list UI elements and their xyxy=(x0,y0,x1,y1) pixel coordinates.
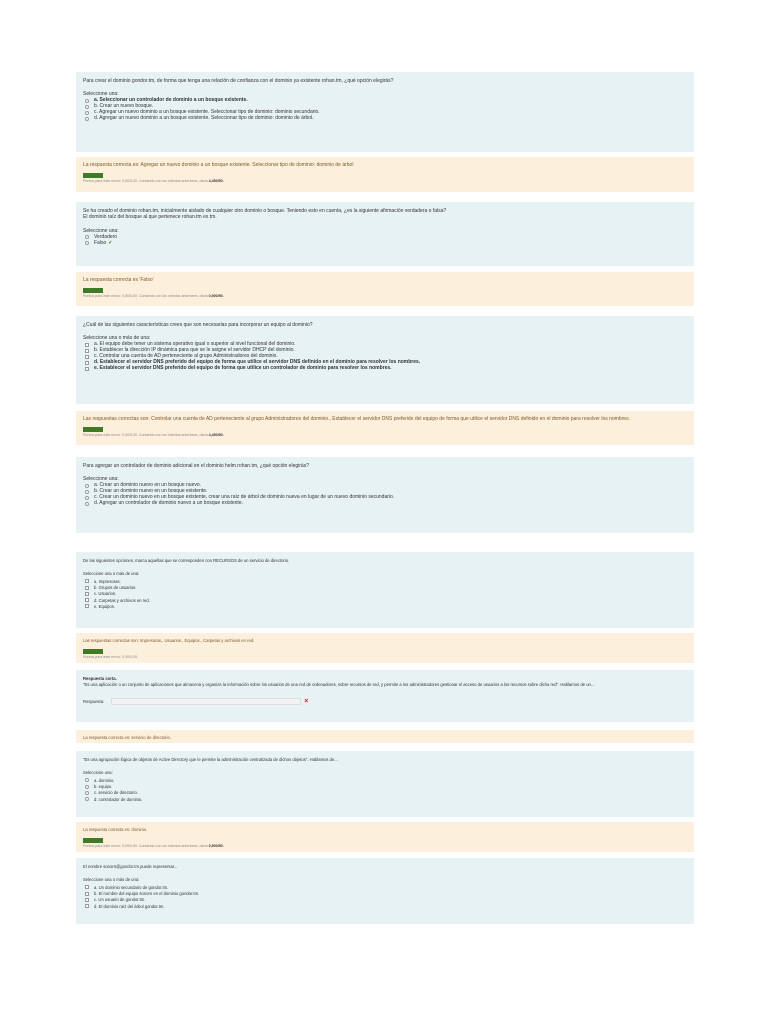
feedback-card xyxy=(76,730,694,743)
radio-icon[interactable] xyxy=(85,502,89,506)
answer-option[interactable] xyxy=(83,904,687,909)
question-prompt: Seleccione una: xyxy=(83,227,119,234)
answer-option[interactable] xyxy=(83,885,687,890)
question-prompt: Seleccione una o más de una: xyxy=(83,571,140,577)
radio-icon[interactable] xyxy=(85,99,89,103)
question-prompt: Seleccione una o más de una: xyxy=(83,335,151,342)
answer-option[interactable] xyxy=(83,790,687,795)
question-text: "Es una agrupación lógica de objetos de Active Directory que le permite la administración centralizada de dichos objetos". Hablamos de... xyxy=(83,757,338,762)
score-bar xyxy=(83,288,103,293)
answer-option-false[interactable] xyxy=(83,241,687,246)
option-label: d. Carpetas y archivos en red. xyxy=(94,597,150,603)
option-label: a. Crear un dominio nuevo en un bosque nuevo. xyxy=(94,482,202,489)
answer-option[interactable] xyxy=(83,579,687,584)
answer-option[interactable] xyxy=(83,897,687,902)
option-label: a. El equipo debe tener un sistema operativo igual o superior al nivel funcional del dominio. xyxy=(94,341,296,348)
option-label: e. Equipos. xyxy=(94,603,115,609)
question-card xyxy=(76,72,694,152)
checkbox-icon[interactable] xyxy=(85,892,89,896)
option-label: c. Un usuario de gondor.tm. xyxy=(94,897,146,903)
question-card xyxy=(76,552,694,628)
answer-option[interactable] xyxy=(83,501,687,506)
option-label: b. El nombre del equipo sonorn en el dominio gondor.tm. xyxy=(94,891,200,896)
option-label: c. Usuarios. xyxy=(94,591,117,597)
option-label: a. Impresoras. xyxy=(94,578,121,584)
answer-option[interactable] xyxy=(83,366,687,371)
question-title: Respuesta corta. xyxy=(83,676,117,681)
option-label: d. Agregar un nuevo dominio a un bosque existente. Seleccionar tipo de dominio: dominio de árbol. xyxy=(94,115,314,122)
option-label: b. Grupos de usuarios. xyxy=(94,585,137,590)
option-label: Falso xyxy=(94,239,107,246)
cross-icon: × xyxy=(304,697,309,705)
option-label: a. dominio. xyxy=(94,777,115,783)
checkbox-icon[interactable] xyxy=(85,367,89,371)
radio-icon[interactable] xyxy=(85,785,89,789)
option-label: b. Establecer la dirección IP dinámica para que se le asigne el servidor DHCP del dominio. xyxy=(94,347,295,354)
option-label: e. Establecer el servidor DNS preferido del equipo de forma que utilice un controlador de dominio para resolver los nombres. xyxy=(94,365,392,372)
correct-answer-text: La respuesta correcta es: Agregar un nuevo dominio a un bosque existente. Seleccionar tipo de dominio: dominio de árbol xyxy=(83,162,354,168)
checkbox-icon[interactable] xyxy=(85,349,89,353)
question-card xyxy=(76,457,694,533)
mark-text: Puntos para este envío: 0,00/0,00. xyxy=(83,655,138,659)
checkbox-icon[interactable] xyxy=(85,885,89,889)
feedback-card xyxy=(76,633,694,663)
mark-text: Puntos para este envío: 0,50/0,50. Contando con los intentos anteriores, daría 0,500/50. xyxy=(83,294,224,298)
radio-icon[interactable] xyxy=(85,791,89,795)
correct-answer-text: Las respuestas correctas son: Impresoras., Usuarios., Equipos., Carpetas y archivos en red. xyxy=(83,638,255,643)
question-prompt: Seleccione una o más de una: xyxy=(83,877,140,883)
correct-answer-text: La respuesta correcta es 'Falso' xyxy=(83,277,154,283)
correct-answer-text: Las respuestas correctas son: Controlar una cuenta de AD perteneciente al grupo Administradores del dominio., Establecer el servidor DNS preferido del equipo de forma que utilice el servidor DNS definido en el dominio para resolver los nombres. xyxy=(83,416,630,422)
check-icon: ✔ xyxy=(108,239,113,246)
question-prompt: Seleccione una: xyxy=(83,476,119,483)
option-label: a. Un dominio secundario de gondor.tm. xyxy=(94,884,169,890)
option-label: b. Crear un nuevo bosque. xyxy=(94,103,154,110)
answer-option[interactable] xyxy=(83,604,687,609)
answer-option[interactable] xyxy=(83,778,687,783)
checkbox-icon[interactable] xyxy=(85,355,89,359)
question-card xyxy=(76,670,694,722)
score-bar xyxy=(83,427,103,432)
option-label: d. controlador de dominio. xyxy=(94,796,143,802)
option-label: c. Agregar un nuevo dominio a un bosque existente. Seleccionar tipo de dominio: dominio secundario. xyxy=(94,109,320,116)
answer-option[interactable] xyxy=(83,116,687,121)
option-label: c. Crear un dominio nuevo en un bosque existente, crear una raíz de árbol de dominio nueva en lugar de un nuevo dominio secundario. xyxy=(94,494,395,501)
option-label: d. Agregar un controlador de dominio nuevo a un bosque existente. xyxy=(94,500,243,507)
question-text: Para crear el dominio gondor.tm, de forma que tenga una relación de confianza con el dominio ya existente rohan.tm, ¿qué opción elegirás? xyxy=(83,78,394,84)
correct-answer-text: La respuesta correcta es: dominio. xyxy=(83,827,148,832)
answer-option[interactable] xyxy=(83,784,687,789)
answer-option-true[interactable] xyxy=(83,235,687,240)
feedback-card xyxy=(76,822,694,852)
answer-option[interactable] xyxy=(83,98,687,103)
question-text: "Es una aplicación o un conjunto de aplicaciones que almacena y organiza la información sobre los usuarios de una red de ordenadores, sobre recursos de red, y permite a los administradores gestionar el acceso de usuarios a los recursos sobre dicha red". Hablamos de un... xyxy=(83,682,595,688)
answer-row xyxy=(83,698,687,705)
question-text: Para agregar un controlador de dominio adicional en el dominio helm.rohan.tm, ¿qué opción elegirás? xyxy=(83,463,309,469)
option-label: c. servicio de directorio. xyxy=(94,790,138,796)
feedback-card xyxy=(76,411,694,445)
answer-label: Respuesta: xyxy=(83,698,105,704)
option-label: b. equipo. xyxy=(94,784,113,789)
checkbox-icon[interactable] xyxy=(85,361,89,365)
checkbox-icon[interactable] xyxy=(85,586,89,590)
question-text-line2: El dominio raíz del bosque al que pertenece rohan.tm es tm. xyxy=(83,214,217,221)
radio-icon[interactable] xyxy=(85,778,89,782)
question-card xyxy=(76,751,694,817)
question-text: ¿Cuál de las siguientes características crees que son necesarias para incorporar un equipo al dominio? xyxy=(83,322,313,328)
answer-option[interactable] xyxy=(83,585,687,590)
answer-input[interactable] xyxy=(111,698,301,705)
answer-option[interactable] xyxy=(83,598,687,603)
question-text: De las siguientes opciones, marca aquellas que se corresponden con RECURSOS de un servicio de directorio. xyxy=(83,558,290,563)
question-text: Se ha creado el dominio rohan.tm, inicialmente aislado de cualquier otro dominio o bosque. Teniendo esto en cuenta, ¿es la siguiente afirmación verdadera o falsa? xyxy=(83,208,447,214)
checkbox-icon[interactable] xyxy=(85,592,89,596)
checkbox-icon[interactable] xyxy=(85,898,89,902)
answer-option[interactable] xyxy=(83,891,687,896)
question-text: El nombre sonorn@gondor.tm puede representar... xyxy=(83,864,178,869)
option-label: Verdadero xyxy=(94,233,118,240)
radio-icon[interactable] xyxy=(85,235,89,239)
radio-icon[interactable] xyxy=(85,797,89,801)
radio-icon[interactable] xyxy=(85,111,89,115)
score-bar xyxy=(83,838,103,843)
radio-icon[interactable] xyxy=(85,496,89,500)
checkbox-icon[interactable] xyxy=(85,343,89,347)
question-prompt: Seleccione una: xyxy=(83,770,113,776)
feedback-card xyxy=(76,272,694,306)
mark-text: Puntos para este envío: 0,50/5,00. Contando con los intentos anteriores, daría 4,450/50. xyxy=(83,433,224,437)
answer-option[interactable] xyxy=(83,591,687,596)
option-label: a. Seleccionar un controlador de dominio a un bosque existente. xyxy=(94,97,248,104)
score-bar xyxy=(83,173,103,178)
option-label: b. Crear un dominio nuevo en un bosque existente. xyxy=(94,488,208,495)
radio-icon[interactable] xyxy=(85,105,89,109)
answer-option[interactable] xyxy=(83,797,687,802)
option-label: c. Controlar una cuenta de AD perteneciente al grupo Administradores del dominio. xyxy=(94,353,278,360)
checkbox-icon[interactable] xyxy=(85,604,89,608)
radio-icon[interactable] xyxy=(85,484,89,488)
checkbox-icon[interactable] xyxy=(85,598,89,602)
radio-icon[interactable] xyxy=(85,490,89,494)
option-label: d. Establecer el servidor DNS preferido del equipo de forma que utilice el servidor DNS definido en el dominio para resolver los nombres. xyxy=(94,359,421,366)
mark-text: Puntos para este envío: 0,00/5,00. Contando con los intentos anteriores, daría 4,450/50. xyxy=(83,179,224,183)
score-bar xyxy=(83,649,103,654)
checkbox-icon[interactable] xyxy=(85,904,89,908)
checkbox-icon[interactable] xyxy=(85,579,89,583)
question-card xyxy=(76,316,694,404)
radio-icon[interactable] xyxy=(85,117,89,121)
mark-text: Puntos para este envío: 0,00/0,50. Contando con los intentos anteriores, daría 0,500/50. xyxy=(83,844,224,848)
question-card xyxy=(76,858,694,924)
feedback-card xyxy=(76,157,694,192)
radio-icon[interactable] xyxy=(85,241,89,245)
option-label: d. El dominio raíz del árbol gondor.tm. xyxy=(94,903,165,909)
correct-answer-text: La respuesta correcta es: servicio de directorio. xyxy=(83,735,171,740)
question-prompt: Seleccione una: xyxy=(83,91,119,98)
question-card xyxy=(76,202,694,266)
